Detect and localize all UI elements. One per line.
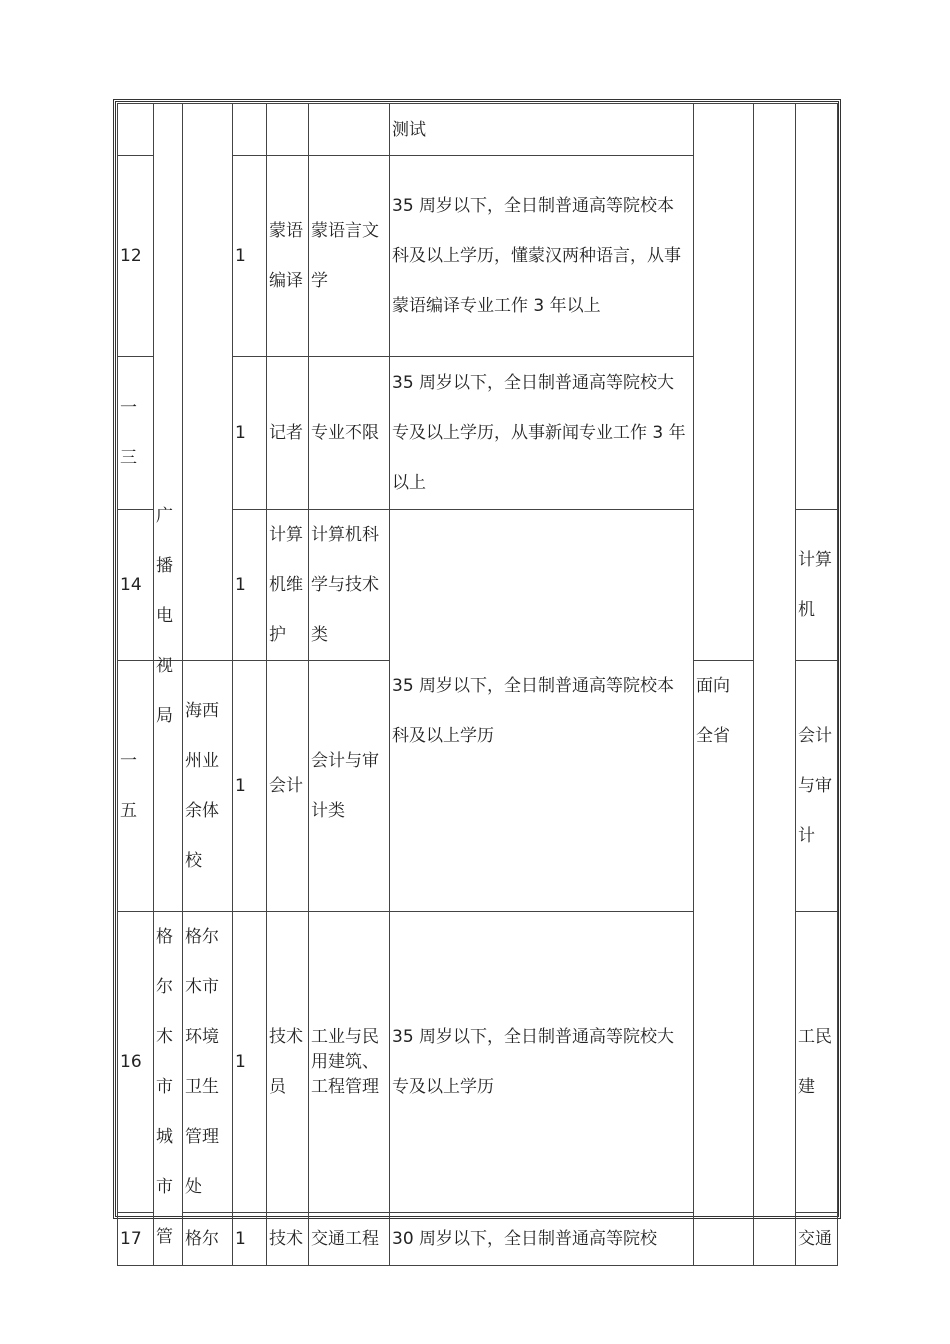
count-cell: 1: [233, 357, 267, 510]
major-cell: 蒙语言文学: [309, 156, 390, 357]
scope-label: 面向全省: [696, 676, 730, 746]
recruitment-table: [117, 103, 838, 1266]
count-cell: 1: [233, 510, 267, 661]
major-cell: 会计与审计类: [309, 661, 390, 912]
scope-cell-top: [694, 104, 754, 661]
seq-cell: 12: [118, 156, 154, 357]
seq-cell: 14: [118, 510, 154, 661]
requirement-cell: 35 周岁以下，全日制普通高等院校大专及以上学历: [390, 912, 694, 1213]
major-cell: 交通工程: [309, 1213, 390, 1266]
seq-cell: 17: [118, 1213, 154, 1266]
requirement-cell: 35 周岁以下，全日制普通高等院校本科及以上学历，懂蒙汉两种语言，从事蒙语编译专业工作 3 年以上: [390, 156, 694, 357]
major-cell: [309, 104, 390, 156]
position-cell: 技术员: [267, 912, 309, 1213]
major-cell: 专业不限: [309, 357, 390, 510]
major-cell: 工业与民用建筑、工程管理: [309, 912, 390, 1213]
position-cell: 技术: [267, 1213, 309, 1266]
seq-cell: 一三: [118, 357, 154, 510]
requirement-cell: 测试: [390, 104, 694, 156]
exam-cell: 会计与审计: [796, 661, 838, 912]
exam-cell-top: [796, 104, 838, 510]
exam-cell: 计算机: [796, 510, 838, 661]
count-cell: [233, 104, 267, 156]
count-cell: 1: [233, 912, 267, 1213]
dept-label: 广播电视局: [156, 506, 173, 726]
position-cell: 记者: [267, 357, 309, 510]
unit-cell: 海西州业余体校: [183, 661, 233, 912]
count-cell: 1: [233, 156, 267, 357]
unit-cell-top: [183, 104, 233, 661]
table-row: [118, 104, 838, 156]
exam-cell: 工民建: [796, 912, 838, 1213]
major-cell: 计算机科学与技术类: [309, 510, 390, 661]
requirement-cell: 30 周岁以下，全日制普通高等院校: [390, 1213, 694, 1266]
exam-cell: 交通: [796, 1213, 838, 1266]
dept-cell: [154, 506, 183, 912]
remark-cell: [754, 104, 796, 1266]
requirement-cell: 35 周岁以下，全日制普通高等院校大专及以上学历，从事新闻专业工作 3 年以上: [390, 357, 694, 510]
count-cell: 1: [233, 661, 267, 912]
position-cell: [267, 104, 309, 156]
position-cell: 会计: [267, 661, 309, 912]
unit-cell: 格尔木市环境卫生管理处: [183, 912, 233, 1213]
requirement-cell: 35 周岁以下，全日制普通高等院校本科及以上学历: [390, 510, 694, 912]
scope-cell: [694, 661, 754, 1266]
position-cell: 计算机维护: [267, 510, 309, 661]
seq-cell: [118, 104, 154, 156]
position-cell: 蒙语编译: [267, 156, 309, 357]
seq-cell: 16: [118, 912, 154, 1213]
dept-cell: 格尔木市城市管: [154, 912, 183, 1266]
count-cell: 1: [233, 1213, 267, 1266]
seq-cell: 一五: [118, 661, 154, 912]
unit-cell: 格尔: [183, 1213, 233, 1266]
